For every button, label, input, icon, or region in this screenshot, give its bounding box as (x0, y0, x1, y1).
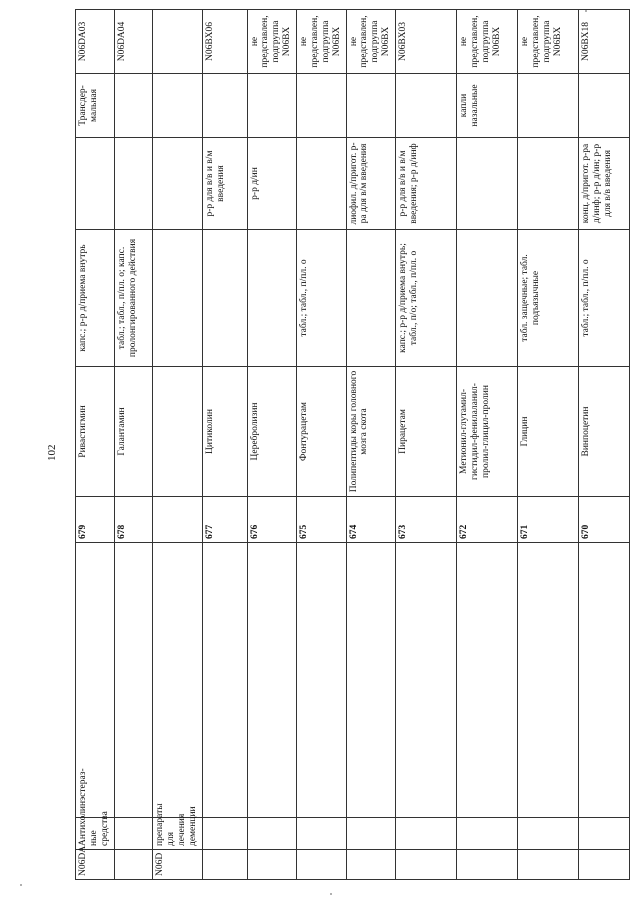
table-row (579, 10, 630, 880)
blank-cell (579, 543, 630, 818)
atc-code-cell: N06BX18 (579, 10, 630, 74)
row-number-cell: 674 (346, 497, 396, 543)
injection-form-cell: лиофил. д/пригот. р-ра для в/м введения (346, 138, 396, 230)
injection-form-cell (114, 138, 153, 230)
blank-cell (346, 543, 396, 818)
other-form-cell (518, 74, 579, 138)
group-name-cell (457, 818, 518, 850)
group-name-cell (579, 818, 630, 850)
group-name-cell (396, 818, 457, 850)
row-number-cell: 673 (396, 497, 457, 543)
oral-form-cell: табл.; табл., п/пл. о; капс. пролонгированного действия (114, 230, 153, 367)
injection-form-cell: конц. д/пригот. р-ра д/инф; р-р д/ин; р-р для в/в введения (579, 138, 630, 230)
page-number: 102 (46, 444, 58, 461)
other-form-cell (153, 74, 203, 138)
atc-group-cell: N06DA (76, 850, 115, 880)
oral-form-cell (457, 230, 518, 367)
inn-cell: Галантамин (114, 367, 153, 497)
atc-group-cell (457, 850, 518, 880)
atc-group-cell (247, 850, 297, 880)
row-number-cell: 677 (202, 497, 247, 543)
row-number-cell: 675 (297, 497, 347, 543)
atc-group-cell (396, 850, 457, 880)
group-name-cell: Антихолинэстераз-ные средства (76, 818, 115, 850)
table-row (346, 10, 396, 880)
oral-form-cell (346, 230, 396, 367)
atc-code-cell: N06DA03 (76, 10, 115, 74)
atc-code-cell: не представлен, подгруппа N06BX (518, 10, 579, 74)
table-row (114, 10, 153, 880)
table-row (76, 10, 115, 880)
scan-speck (585, 10, 587, 12)
other-form-cell (247, 74, 297, 138)
other-form-cell (346, 74, 396, 138)
atc-code-cell: N06BX06 (202, 10, 247, 74)
table-row (297, 10, 347, 880)
inn-cell: Метионил-глутамил-гистидил-фенилаланил-пролил-глицил-пролин (457, 367, 518, 497)
atc-group-cell (202, 850, 247, 880)
other-form-cell: капли назальные (457, 74, 518, 138)
oral-form-cell (247, 230, 297, 367)
other-form-cell (396, 74, 457, 138)
blank-cell (457, 543, 518, 818)
blank-cell (153, 543, 203, 818)
atc-group-cell (114, 850, 153, 880)
atc-code-cell: N06DA04 (114, 10, 153, 74)
atc-code-cell: не представлен, подгруппа N06BX (346, 10, 396, 74)
blank-cell (247, 543, 297, 818)
inn-cell: Цитиколин (202, 367, 247, 497)
injection-form-cell: р-р для в/в и в/м введения (202, 138, 247, 230)
injection-form-cell (518, 138, 579, 230)
scan-speck (20, 884, 22, 886)
oral-form-cell (153, 230, 203, 367)
group-name-cell (202, 818, 247, 850)
inn-cell: Пирацетам (396, 367, 457, 497)
atc-code-cell: не представлен, подгруппа N06BX (297, 10, 347, 74)
row-number-cell: 678 (114, 497, 153, 543)
other-form-cell (114, 74, 153, 138)
table-row (396, 10, 457, 880)
other-form-cell (579, 74, 630, 138)
inn-cell: Полипептиды коры головного мозга скота (346, 367, 396, 497)
rotated-table-wrapper (75, 10, 630, 880)
row-number-cell: 676 (247, 497, 297, 543)
blank-cell (202, 543, 247, 818)
row-number-cell: 670 (579, 497, 630, 543)
row-number-cell: 679 (76, 497, 115, 543)
row-number-cell: 671 (518, 497, 579, 543)
oral-form-cell: табл.; табл., п/пл. о (297, 230, 347, 367)
group-name-cell (247, 818, 297, 850)
blank-cell (297, 543, 347, 818)
inn-cell: Глицин (518, 367, 579, 497)
table-row (247, 10, 297, 880)
injection-form-cell: р-р д/ин (247, 138, 297, 230)
oral-form-cell: табл.; табл., п/пл. о (579, 230, 630, 367)
oral-form-cell (202, 230, 247, 367)
group-name-cell (518, 818, 579, 850)
group-name-cell (297, 818, 347, 850)
group-name-cell (346, 818, 396, 850)
blank-cell (396, 543, 457, 818)
oral-form-cell: капс.; р-р д/приема внутрь (76, 230, 115, 367)
inn-cell: Церебролизин (247, 367, 297, 497)
inn-cell: Ривастигмин (76, 367, 115, 497)
table-row (202, 10, 247, 880)
injection-form-cell (76, 138, 115, 230)
row-number-cell: 672 (457, 497, 518, 543)
group-name-cell: препараты для лечения деменции (153, 818, 203, 850)
other-form-cell: Трансдер-мальная (76, 74, 115, 138)
atc-group-cell: N06D (153, 850, 203, 880)
injection-form-cell (297, 138, 347, 230)
atc-group-cell (297, 850, 347, 880)
medications-table (75, 9, 630, 880)
injection-form-cell (457, 138, 518, 230)
table-row (518, 10, 579, 880)
oral-form-cell: табл. защечные; табл. подъязычные (518, 230, 579, 367)
group-name-cell (114, 818, 153, 850)
other-form-cell (202, 74, 247, 138)
inn-cell: Винпоцетин (579, 367, 630, 497)
inn-cell: Фонтурацетам (297, 367, 347, 497)
atc-code-cell (153, 10, 203, 74)
row-number-cell (153, 497, 203, 543)
other-form-cell (297, 74, 347, 138)
atc-code-cell: N06BX03 (396, 10, 457, 74)
blank-cell (518, 543, 579, 818)
atc-code-cell: не представлен, подгруппа N06BX (247, 10, 297, 74)
blank-cell (114, 543, 153, 818)
atc-group-cell (518, 850, 579, 880)
scan-speck (330, 893, 332, 895)
injection-form-cell (153, 138, 203, 230)
atc-code-cell: не представлен, подгруппа N06BX (457, 10, 518, 74)
oral-form-cell: капс.; р-р д/приема внутрь; табл., п/о; табл., п/пл. о (396, 230, 457, 367)
table-row (153, 10, 203, 880)
inn-cell (153, 367, 203, 497)
atc-group-cell (346, 850, 396, 880)
atc-group-cell (579, 850, 630, 880)
table-row (457, 10, 518, 880)
injection-form-cell: р-р для в/в и в/м введения; р-р д/инф (396, 138, 457, 230)
